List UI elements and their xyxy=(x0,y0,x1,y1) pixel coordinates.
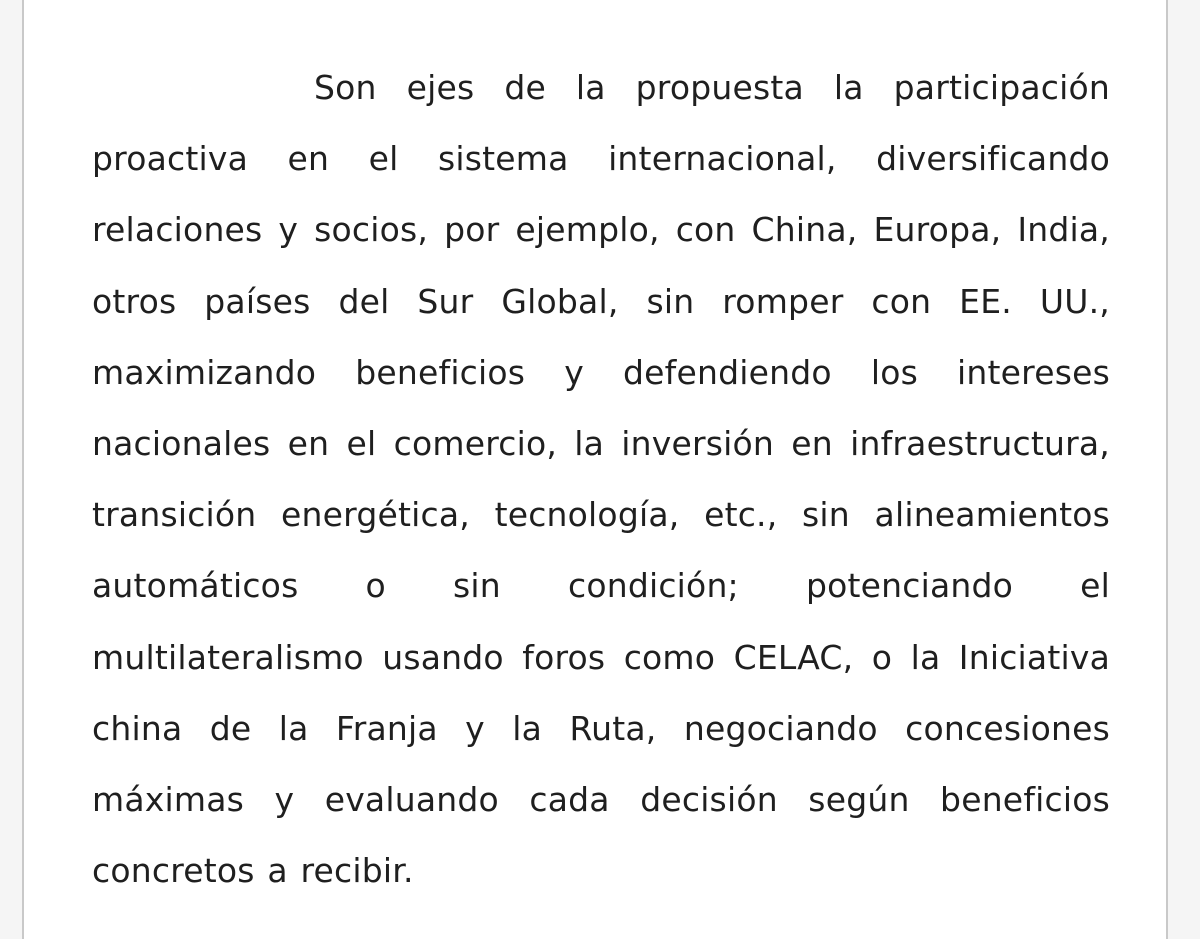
document-page xyxy=(22,0,1168,939)
body-paragraph: Son ejes de la propuesta la participación proactiva en el sistema internacional, diversificando relaciones y socios, por ejemplo, con China, Europa, India, otros países del Sur Global, sin romper con EE. UU., maximizando beneficios y defendiendo los intereses nacionales en el comercio, la inversión en infraestructura, transición energética, tecnología, etc., sin alineamientos automáticos o sin condición; potenciando el multilateralismo usando foros como CELAC, o la Iniciativa china de la Franja y la Ruta, negociando concesiones máximas y evaluando cada decisión según beneficios concretos a recibir. xyxy=(92,68,1110,891)
